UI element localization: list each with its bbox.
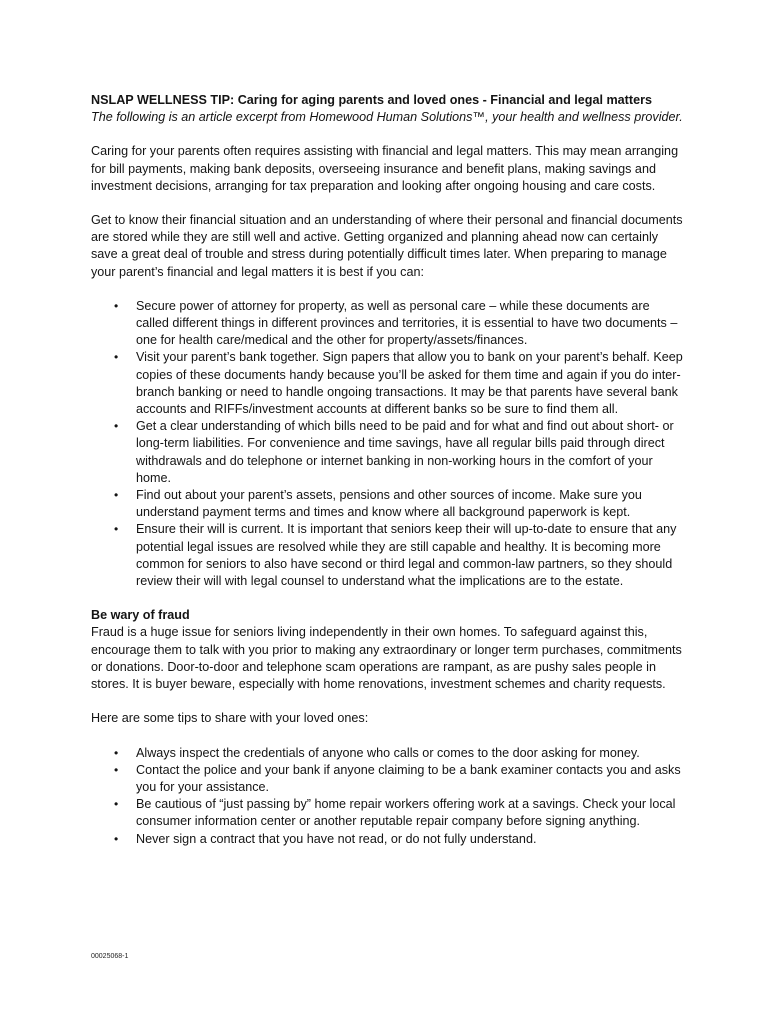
- list-item: • Visit your parent’s bank together. Sign papers that allow you to bank on your parent’s behalf. Keep copies of these documents handy because you’ll be asked for them time and again if you do inter-branch banking or need to handle ongoing transactions. It may be that parents have several bank accounts and RIFFs/investment accounts at different banks so be sure to find them all.: [114, 350, 683, 417]
- bullet-icon: •: [114, 745, 119, 760]
- bullet-icon: •: [114, 350, 119, 365]
- bullet-icon: •: [114, 419, 119, 434]
- tips-intro: Here are some tips to share with your loved ones:: [91, 711, 369, 726]
- preparation-paragraph: Get to know their financial situation and an understanding of where their personal and financial documents are stored while they are still well and active. Getting organized and planning ahead now can certainly save a great deal of trouble and stress during potentially difficult times later. When preparing to manage your parent’s financial and legal matters it is best if you can:: [91, 213, 683, 279]
- document-title: NSLAP WELLNESS TIP: Caring for aging parents and loved ones - Financial and legal matters: [91, 93, 652, 107]
- list-item: • Ensure their will is current. It is important that seniors keep their will up-to-date to ensure that any potential legal issues are resolved while they are still capable and healthy. It is becoming more common for seniors to also have second or third legal and common-law partners, so they should review their will with legal counsel to understand what the implications are to the estate.: [114, 522, 677, 589]
- document-body: [91, 92, 683, 848]
- list-item: • Never sign a contract that you have not read, or do not fully understand.: [91, 831, 683, 848]
- list-item: • Be cautious of “just passing by” home repair workers offering work at a savings. Check your local consumer information center or another reputable repair company before signing anything.: [114, 797, 676, 829]
- list-item: • Always inspect the credentials of anyone who calls or comes to the door asking for money.: [91, 745, 683, 762]
- footer-document-code: 00025068-1: [91, 953, 129, 960]
- bullet-icon: •: [114, 797, 119, 812]
- preparation-list: [91, 298, 683, 590]
- intro-paragraph: Caring for your parents often requires assisting with financial and legal matters. This may mean arranging for bill payments, making bank deposits, overseeing insurance and benefit plans, making savings and investment decisions, arranging for tax preparation and looking after ongoing housing and care costs.: [91, 144, 679, 193]
- bullet-icon: •: [114, 298, 119, 313]
- list-item: • Get a clear understanding of which bills need to be paid and for what and find out about short- or long-term liabilities. For convenience and time savings, have all regular bills paid through direct withdrawals and do telephone or internet banking in non-working hours in the comfort of your home.: [114, 419, 674, 485]
- fraud-paragraph: Fraud is a huge issue for seniors living independently in their own homes. To safeguard against this, encourage them to talk with you prior to making any extraordinary or longer term purchases, commitments or donations. Door-to-door and telephone scam operations are rampant, as are pushy sales people in stores. It is buyer beware, especially with home renovations, investment schemes and charity requests.: [91, 625, 682, 692]
- list-item: • Find out about your parent’s assets, pensions and other sources of income. Make sure you understand payment terms and times and know where all background paperwork is kept.: [114, 488, 642, 520]
- bullet-icon: •: [114, 762, 119, 777]
- fraud-heading: Be wary of fraud: [91, 608, 190, 623]
- list-item: • Contact the police and your bank if anyone claiming to be a bank examiner contacts you and asks you for your assistance.: [114, 762, 681, 794]
- bullet-icon: •: [114, 488, 119, 503]
- document-subtitle: The following is an article excerpt from Homewood Human Solutions™, your health and wellness provider.: [91, 110, 683, 125]
- tips-list: [91, 745, 683, 848]
- bullet-icon: •: [114, 831, 119, 846]
- bullet-icon: •: [114, 522, 119, 537]
- list-item: • Secure power of attorney for property, as well as personal care – while these documents are called different things in different provinces and territories, it is essential to have two documents – one for health care/medical and the other for property/assets/finances.: [114, 298, 678, 348]
